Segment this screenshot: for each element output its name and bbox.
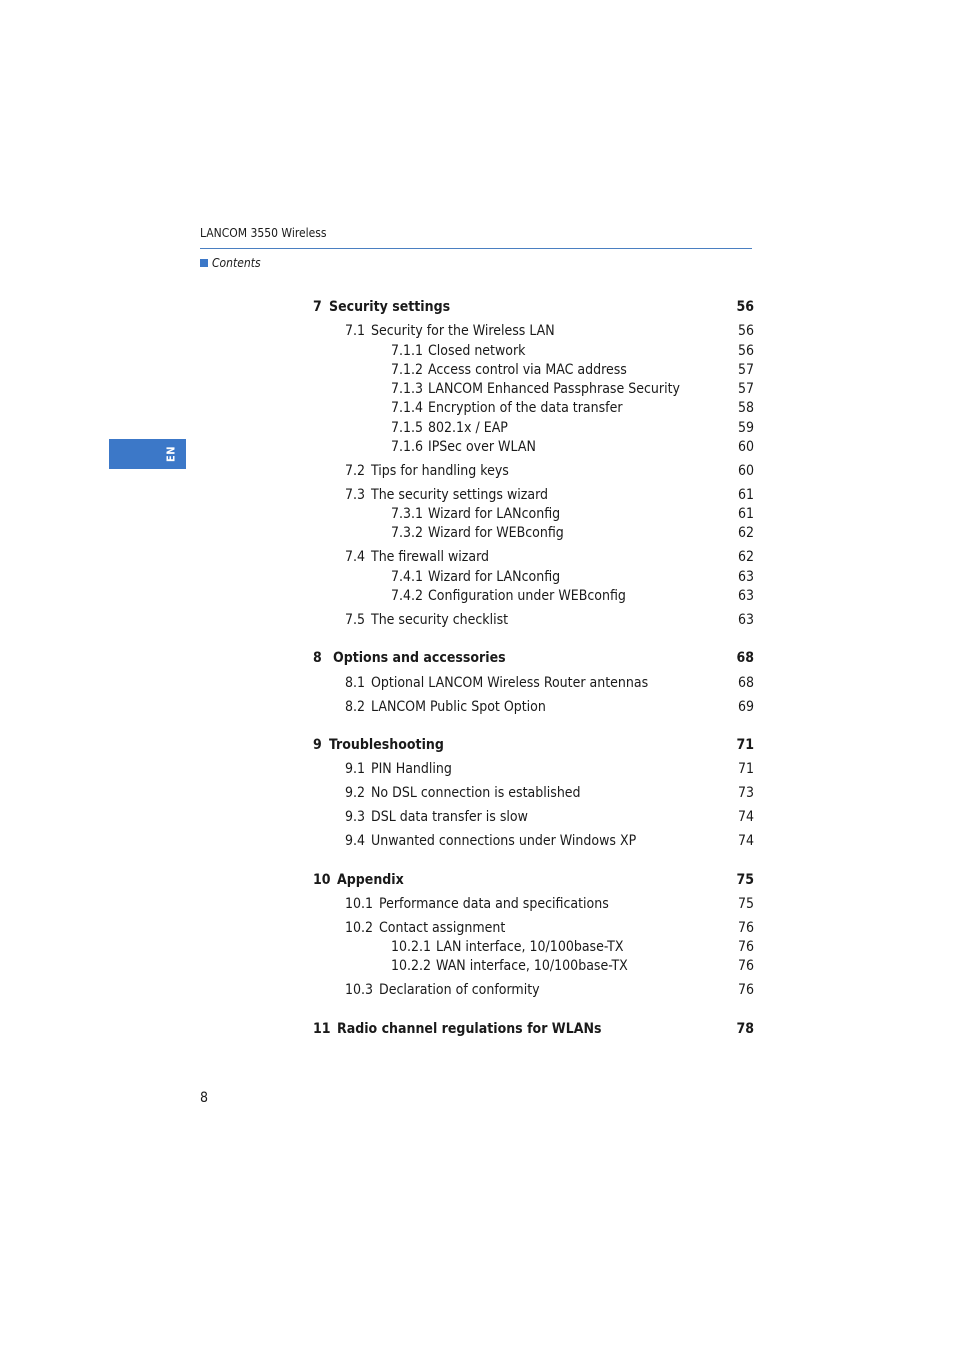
toc-entry-number: 7.1.2 [391,362,424,378]
toc-entry-page: 78 [736,1021,754,1037]
toc-entry[interactable] [0,380,954,398]
toc-entry-title: The firewall wizard [371,549,490,565]
toc-entry[interactable] [0,438,954,456]
toc-entry[interactable] [0,1020,954,1038]
toc-entry-page: 71 [737,761,754,777]
toc-entry-title: WAN interface, 10/100base-TX [436,958,628,974]
toc-entry[interactable] [0,760,954,778]
toc-entry-number: 10.2.1 [391,939,432,955]
toc-entry-number: 7.1.4 [391,400,424,416]
toc-entry-title: No DSL connection is established [371,785,581,801]
toc-entry-title: Wizard for LANconfig [428,569,561,585]
toc-entry[interactable] [0,895,954,913]
toc-entry-page: 57 [737,362,754,378]
toc-entry-number: 7.1.1 [391,343,424,359]
toc-entry-number: 10.3 [345,982,374,998]
toc-entry-title: Performance data and specifications [379,896,609,912]
toc-entry[interactable] [0,871,954,889]
toc-entry[interactable] [0,322,954,340]
page-number: 8 [200,1090,209,1106]
toc-entry-title: LANCOM Public Spot Option [371,699,546,715]
toc-entry[interactable] [0,361,954,379]
toc-entry-number: 7.5 [345,612,366,628]
toc-entry-number: 7.1 [345,323,366,339]
toc-entry-title: The security settings wizard [371,487,548,503]
toc-entry[interactable] [0,698,954,716]
toc-entry[interactable] [0,486,954,504]
toc-entry-number: 10.2 [345,920,374,936]
toc-entry-number: 8.1 [345,675,366,691]
toc-entry-number: 10.2.2 [391,958,432,974]
toc-entry-title: PIN Handling [371,761,452,777]
toc-entry[interactable] [0,674,954,692]
toc-entry-page: 60 [737,439,754,455]
toc-entry-title: Access control via MAC address [428,362,627,378]
toc-entry-title: Appendix [337,872,404,888]
toc-entry[interactable] [0,808,954,826]
toc-entry-page: 71 [736,737,754,753]
toc-entry-title: 802.1x / EAP [428,420,508,436]
toc-entry[interactable] [0,298,954,316]
toc-entry-page: 75 [736,872,754,888]
toc-entry[interactable] [0,736,954,754]
toc-entry-page: 61 [737,487,754,503]
toc-entry-number: 9.3 [345,809,366,825]
toc-entry-page: 73 [737,785,754,801]
toc-entry-page: 61 [737,506,754,522]
toc-entry-title: Wizard for LANconfig [428,506,561,522]
toc-entry-title: IPSec over WLAN [428,439,536,455]
toc-entry-title: Contact assignment [379,920,506,936]
toc-entry-page: 63 [737,612,754,628]
toc-entry[interactable] [0,919,954,937]
toc-entry-page: 63 [737,569,754,585]
toc-entry[interactable] [0,462,954,480]
toc-entry[interactable] [0,649,954,667]
toc-entry[interactable] [0,342,954,360]
toc-entry-number: 7 [313,299,322,315]
toc-entry-page: 69 [737,699,754,715]
toc-entry-title: Wizard for WEBconfig [428,525,564,541]
toc-entry[interactable] [0,784,954,802]
toc-entry-page: 60 [737,463,754,479]
toc-entry-title: Options and accessories [333,650,506,666]
toc-entry[interactable] [0,505,954,523]
toc-entry-page: 76 [737,958,754,974]
toc-entry-page: 68 [737,675,754,691]
toc-entry-number: 9 [313,737,322,753]
toc-entry-number: 7.3.1 [391,506,424,522]
toc-entry[interactable] [0,548,954,566]
toc-entry-title: DSL data transfer is slow [371,809,528,825]
toc-entry-page: 59 [737,420,754,436]
toc-entry-page: 76 [737,982,754,998]
toc-entry-title: Optional LANCOM Wireless Router antennas [371,675,649,691]
toc-entry-page: 76 [737,920,754,936]
toc-entry[interactable] [0,611,954,629]
toc-entry[interactable] [0,399,954,417]
toc-entry-page: 74 [737,833,754,849]
toc-entry-number: 7.4 [345,549,366,565]
toc-entry-number: 7.3.2 [391,525,424,541]
toc-entry-title: Radio channel regulations for WLANs [337,1021,602,1037]
toc-entry-title: Security for the Wireless LAN [371,323,555,339]
toc-entry-title: LANCOM Enhanced Passphrase Security [428,381,680,397]
toc-entry-number: 10 [313,872,331,888]
running-header-title: LANCOM 3550 Wireless [200,226,327,240]
toc-entry[interactable] [0,524,954,542]
toc-entry-page: 63 [737,588,754,604]
toc-entry[interactable] [0,587,954,605]
toc-entry-title: Unwanted connections under Windows XP [371,833,637,849]
toc-entry-page: 62 [737,549,754,565]
toc-entry[interactable] [0,419,954,437]
toc-entry-page: 56 [737,343,754,359]
toc-entry-number: 7.1.5 [391,420,424,436]
toc-entry-title: Security settings [329,299,451,315]
toc-entry-number: 7.3 [345,487,366,503]
language-tab-label: EN [164,445,178,463]
toc-entry-number: 9.1 [345,761,366,777]
toc-entry[interactable] [0,957,954,975]
toc-entry-title: Closed network [428,343,526,359]
toc-entry-title: The security checklist [371,612,509,628]
toc-entry-number: 7.1.3 [391,381,424,397]
toc-entry-page: 57 [737,381,754,397]
toc-entry[interactable] [0,938,954,956]
toc-entry-number: 8.2 [345,699,366,715]
toc-entry-title: Troubleshooting [329,737,444,753]
toc-entry-title: Encryption of the data transfer [428,400,623,416]
toc-entry-page: 76 [737,939,754,955]
toc-entry-page: 75 [737,896,754,912]
toc-entry-page: 62 [737,525,754,541]
toc-entry-number: 8 [313,650,322,666]
toc-entry[interactable] [0,981,954,999]
toc-entry-number: 9.2 [345,785,366,801]
toc-entry-page: 58 [737,400,754,416]
toc-entry-number: 10.1 [345,896,374,912]
toc-entry-number: 7.4.2 [391,588,424,604]
section-label-text: Contents [212,256,261,270]
toc-entry-page: 74 [737,809,754,825]
toc-entry-page: 68 [736,650,754,666]
toc-entry-title: Tips for handling keys [371,463,509,479]
toc-entry-title: Declaration of conformity [379,982,540,998]
toc-entry-number: 9.4 [345,833,366,849]
toc-entry-number: 7.4.1 [391,569,424,585]
toc-entry-number: 7.1.6 [391,439,424,455]
toc-entry-number: 11 [313,1021,331,1037]
toc-entry[interactable] [0,832,954,850]
toc-entry-page: 56 [737,323,754,339]
toc-entry-page: 56 [736,299,754,315]
toc-entry-title: Configuration under WEBconfig [428,588,626,604]
toc-entry-number: 7.2 [345,463,366,479]
toc-entry[interactable] [0,568,954,586]
toc-entry-title: LAN interface, 10/100base-TX [436,939,624,955]
